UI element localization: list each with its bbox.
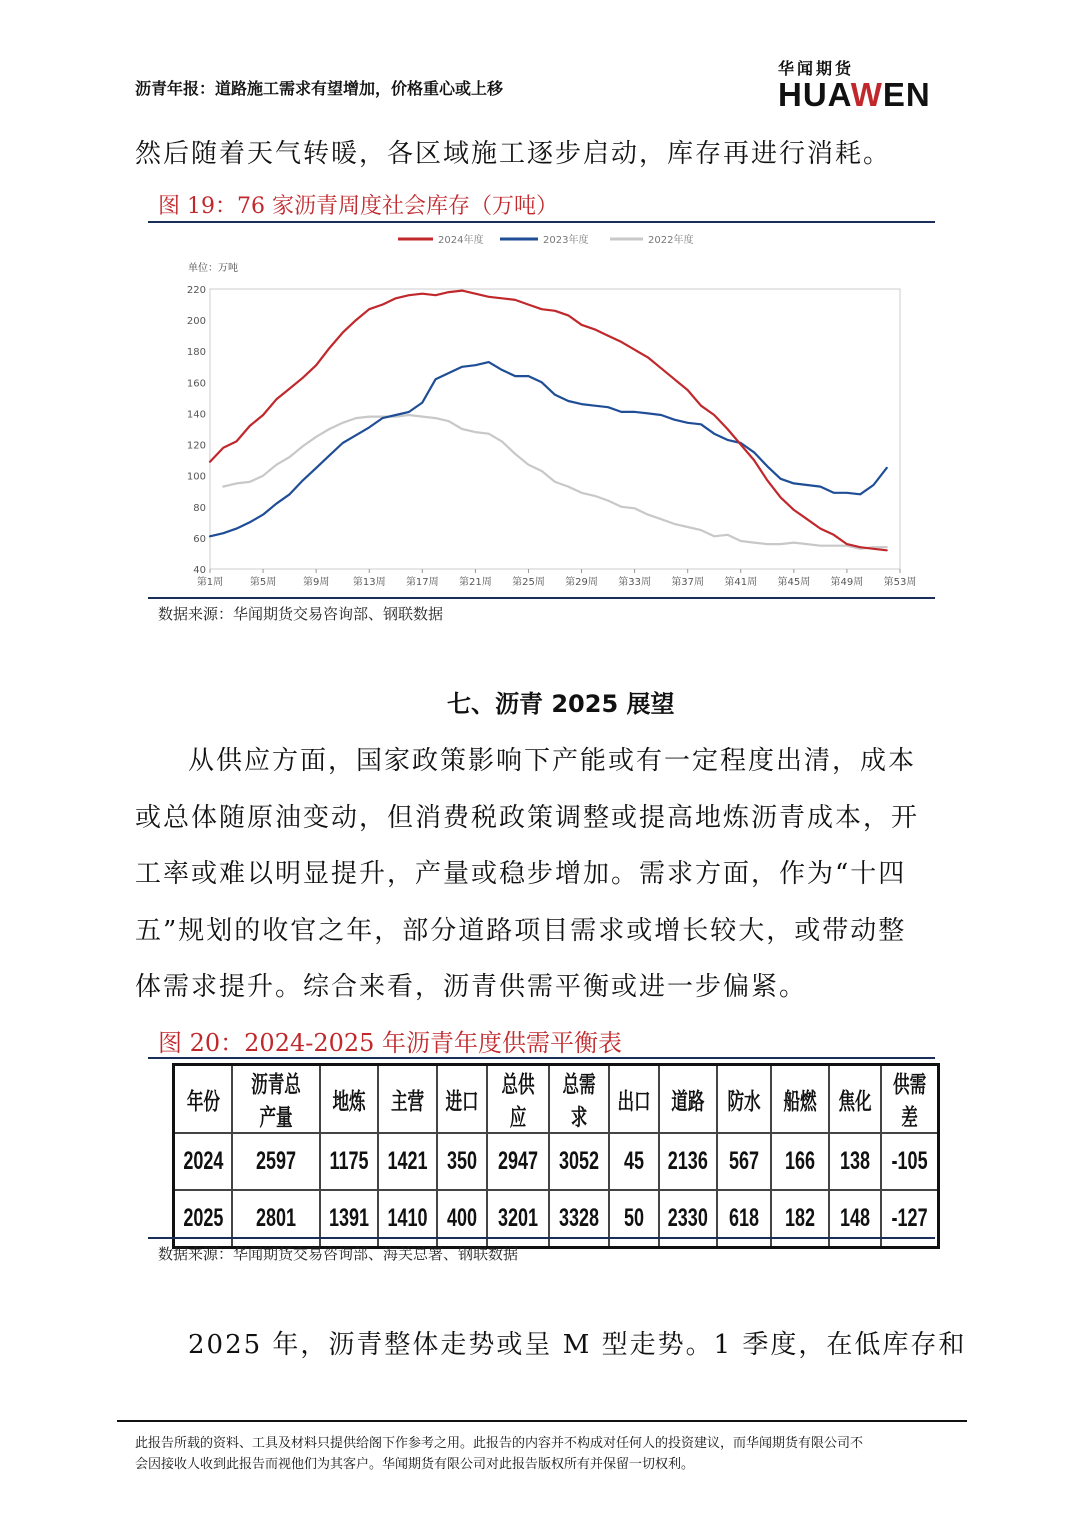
table-cell: 1410 [386, 1190, 428, 1247]
y-tick-label: 60 [193, 533, 206, 545]
figure-19-top-rule [148, 221, 935, 223]
section-title: 七、沥青 2025 展望 [447, 690, 675, 718]
table-cell: 2136 [667, 1133, 708, 1190]
y-tick-label: 220 [186, 285, 206, 296]
section-paragraph-line: 从供应方面，国家政策影响下产能或有一定程度出清，成本 [188, 746, 917, 776]
legend-label-2022: 2022年度 [648, 235, 694, 246]
table-cell: 2024 [182, 1133, 224, 1190]
table-cell: 2801 [244, 1190, 307, 1247]
x-tick-label: 第33周 [618, 577, 651, 588]
figure-20-title: 图 20：2024-2025 年沥青年度供需平衡表 [158, 1029, 623, 1057]
table-cell: 3052 [557, 1133, 600, 1190]
report-header-title: 沥青年报：道路施工需求有望增加，价格重心或上移 [135, 79, 504, 98]
table-cell: -127 [889, 1190, 930, 1247]
x-tick-label: 第9周 [302, 577, 330, 588]
table-cell: 138 [836, 1133, 873, 1190]
table-header-cell: 焦化 [836, 1065, 873, 1134]
figure-20-source: 数据来源：华闻期货交易咨询部、海关总署、钢联数据 [158, 1245, 519, 1263]
x-tick-label: 第37周 [671, 577, 705, 588]
section-paragraph-line: 工率或难以明显提升，产量或稳步增加。需求方面，作为“十四 [135, 859, 907, 889]
x-tick-label: 第29周 [565, 577, 598, 588]
company-logo [778, 76, 931, 114]
x-tick-label: 第21周 [459, 577, 492, 588]
legend-label-2024: 2024年度 [438, 235, 484, 246]
table-cell: 2947 [496, 1133, 541, 1190]
legend-label-2023: 2023年度 [543, 235, 589, 246]
table-cell: 2025 [182, 1190, 224, 1247]
table-header-cell: 进口 [444, 1065, 480, 1134]
chart-unit-label: 单位：万吨 [188, 263, 238, 274]
table-header-cell: 道路 [667, 1065, 708, 1134]
table-cell: 3328 [557, 1190, 600, 1247]
logo-text-right: EN [882, 76, 931, 113]
figure-20-top-rule [148, 1057, 935, 1059]
table-cell: 1391 [328, 1190, 370, 1247]
footer-disclaimer-line: 会因接收人收到此报告而视他们为其客户。华闻期货有限公司对此报告版权所有并保留一切权利。 [135, 1457, 695, 1472]
table-cell: 350 [444, 1133, 480, 1190]
table-header-cell: 地炼 [328, 1065, 370, 1134]
table-cell: 2597 [244, 1133, 307, 1190]
table-header-cell: 沥青总产量 [244, 1065, 307, 1134]
logo-w-mark: W [850, 76, 883, 113]
section-paragraph-line: 体需求提升。综合来看，沥青供需平衡或进一步偏紧。 [135, 972, 808, 1002]
logo-text-left: HUA [778, 76, 851, 113]
table-cell: 182 [779, 1190, 821, 1247]
table-cell: 618 [724, 1190, 763, 1247]
intro-text-line: 然后随着天气转暖，各区域施工逐步启动，库存再进行消耗。 [135, 139, 892, 169]
table-cell: 400 [444, 1190, 480, 1247]
table-header-cell: 主营 [386, 1065, 428, 1134]
table-header-cell: 出口 [616, 1065, 652, 1134]
y-tick-label: 200 [186, 316, 206, 328]
x-tick-label: 第41周 [724, 577, 758, 588]
x-axis [197, 569, 917, 588]
x-tick-label: 第17周 [405, 577, 439, 588]
plot-area-frame [210, 289, 900, 569]
table-cell: 1175 [328, 1133, 370, 1190]
y-axis [187, 285, 206, 576]
table-cell: 148 [836, 1190, 873, 1247]
closing-text-line: 2025 年，沥青整体走势或呈 M 型走势。1 季度，在低库存和 [188, 1330, 967, 1360]
table-cell: 2330 [667, 1190, 708, 1247]
inventory-line-chart [148, 224, 935, 596]
figure-19-bottom-rule [148, 597, 935, 599]
table-cell: -105 [889, 1133, 930, 1190]
figure-20-bottom-rule [148, 1237, 935, 1239]
series-line-2024年度 [210, 291, 887, 551]
y-tick-label: 80 [193, 502, 206, 514]
table-cell: 3201 [496, 1190, 541, 1247]
table-cell: 567 [724, 1133, 763, 1190]
table-header-cell: 总供应 [496, 1065, 541, 1134]
supply-demand-table [172, 1063, 940, 1249]
x-tick-label: 第13周 [352, 577, 386, 588]
y-tick-label: 100 [186, 471, 206, 483]
x-tick-label: 第53周 [883, 577, 917, 588]
x-tick-label: 第45周 [777, 577, 811, 588]
table-header-cell: 年份 [182, 1065, 224, 1134]
supply-demand-table-wrap [172, 1063, 940, 1249]
table-cell: 50 [616, 1190, 652, 1247]
y-tick-label: 40 [193, 565, 206, 576]
y-tick-label: 140 [186, 409, 206, 421]
x-tick-label: 第5周 [249, 577, 277, 588]
table-cell: 166 [779, 1133, 821, 1190]
chart-legend [398, 233, 693, 246]
footer-disclaimer-line: 此报告所载的资料、工具及材料只提供给阁下作参考之用。此报告的内容并不构成对任何人的投资建议，而华闻期货有限公司不 [135, 1436, 864, 1451]
section-paragraph-line: 五”规划的收官之年，部分道路项目需求或增长较大，或带动整 [135, 916, 907, 946]
table-header-row [174, 1065, 939, 1134]
table-cell: 45 [616, 1133, 652, 1190]
x-tick-label: 第1周 [196, 577, 224, 588]
figure-19-source: 数据来源：华闻期货交易咨询部、钢联数据 [158, 605, 444, 623]
company-logo-chinese: 华闻期货 [778, 59, 855, 78]
table-header-cell: 防水 [724, 1065, 763, 1134]
table-cell: 1421 [386, 1133, 428, 1190]
x-tick-label: 第49周 [830, 577, 864, 588]
y-tick-label: 120 [186, 440, 206, 452]
section-paragraph-line: 或总体随原油变动，但消费税政策调整或提高地炼沥青成本，开 [135, 803, 920, 833]
footer-rule [117, 1420, 967, 1422]
y-tick-label: 180 [186, 347, 206, 359]
x-tick-label: 第25周 [512, 577, 545, 588]
table-row [174, 1133, 939, 1190]
y-tick-label: 160 [186, 378, 206, 390]
series-line-2023年度 [210, 362, 887, 536]
table-header-cell: 船燃 [779, 1065, 821, 1134]
table-header-cell: 总需求 [557, 1065, 600, 1134]
chart-series [210, 291, 887, 551]
table-header-cell: 供需差 [889, 1065, 930, 1134]
figure-19-title: 图 19：76 家沥青周度社会库存（万吨） [158, 194, 558, 219]
